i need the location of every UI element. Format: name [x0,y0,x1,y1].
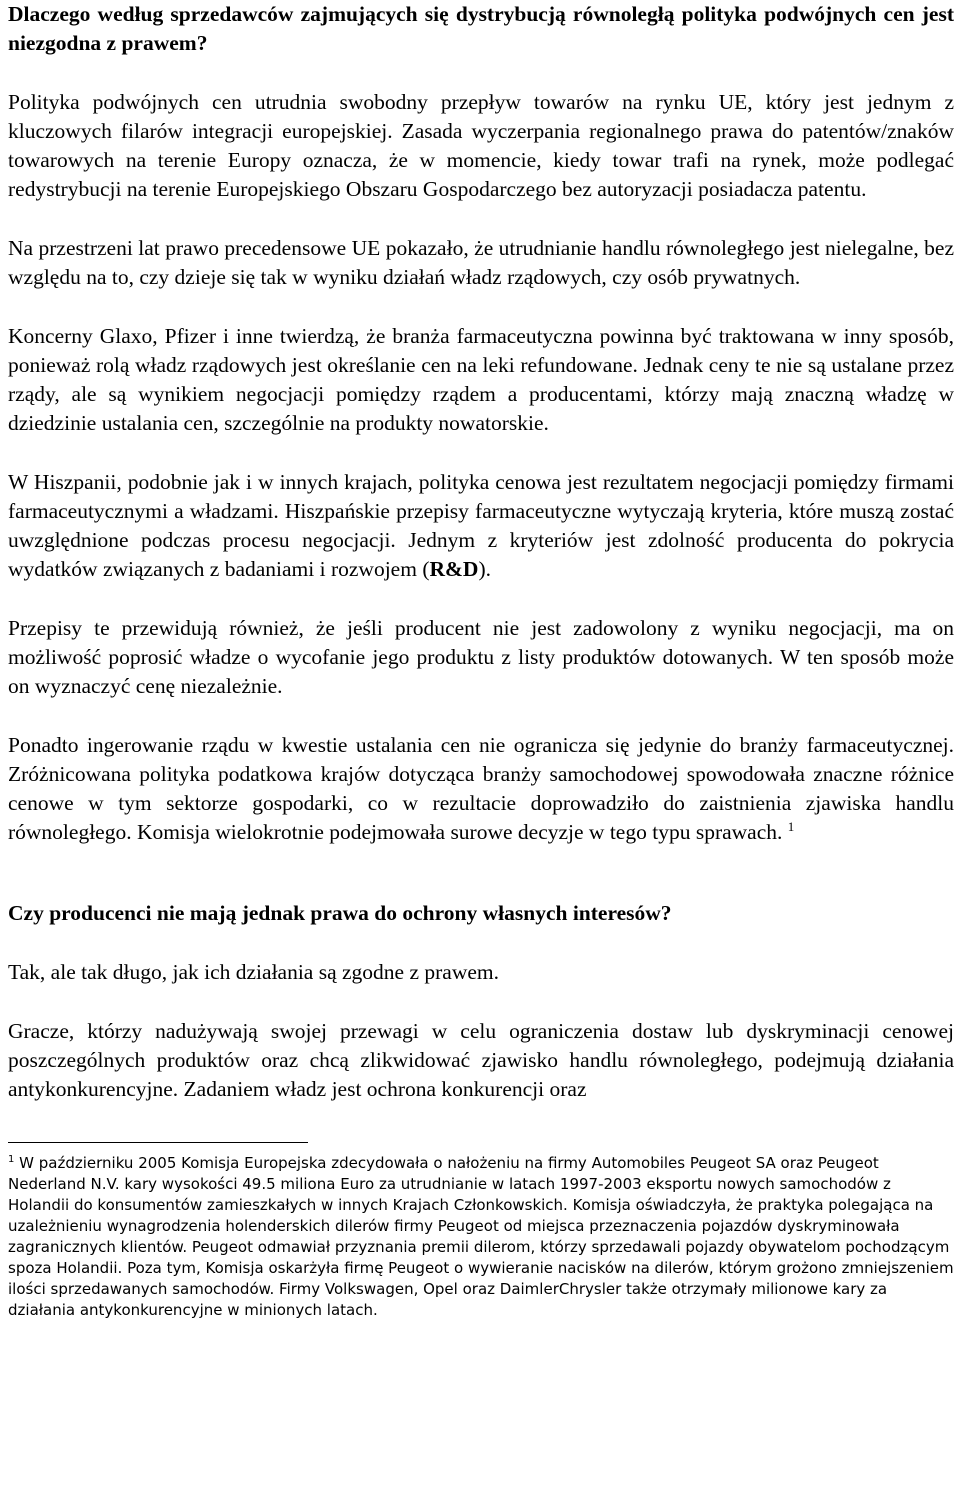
rd-abbreviation: R&D [429,557,479,581]
paragraph-pharma-companies: Koncerny Glaxo, Pfizer i inne twierdzą, że branża farmaceutyczna powinna być traktowana w inny sposób, ponieważ rolą władz rządowych jest określanie cen na leki refundowane. Jednak ceny te nie są ustalane przez rządy, ale są wynikiem negocjacji pomiędzy rządem a producentami, którzy mają znaczną władzę w dziedzinie ustalania cen, szczególnie na produkty nowatorskie. [8,324,954,435]
paragraph-spain-text: W Hiszpanii, podobnie jak i w innych krajach, polityka cenowa jest rezultatem negocjacji pomiędzy firmami farmaceutycznymi a władzami. Hiszpańskie przepisy farmaceutyczne wytyczają kryteria, które muszą zostać uwzględnione podczas procesu negocjacji. Jednym z kryteriów jest zdolność producenta do pokrycia wydatków związanych z badaniami i rozwojem ( [8,470,954,581]
footnote [8,1153,954,1321]
paragraph-spain-end: ). [478,557,491,581]
footnote-text: W październiku 2005 Komisja Europejska zdecydowała o nałożeniu na firmy Automobiles Peugeot SA oraz Peugeot Nederland N.V. kary wysokości 49.5 miliona Euro za utrudnianie w latach 1997-2003 eksportu nowych samochodów z Holandii do konsumentów zamieszkałych w innych Krajach Członkowskich. Komisja oświadczyła, że praktyka polegająca na uzależnieniu wynagrodzenia holenderskich dilerów firmy Peugeot od miejsca przeznaczenia pojazdów dyskryminowała zagranicznych klientów. Peugeot odmawiał przyznania premii dilerom, którzy sprzedawali pojazdy obywatelom pochodzącym spoza Holandii. Poza tym, Komisja oskarżyła firmę Peugeot o wywieranie nacisków na dilerów, którym grożono zmniejszeniem ilości sprzedawanych samochodów. Firmy Volkswagen, Opel oraz DaimlerChrysler także otrzymały milionowe kary za działania antykonkurencyjne w minionych latach. [8,1154,954,1319]
section-heading-dual-pricing: Dlaczego według sprzedawców zajmujących się dystrybucją równoległą polityka podwójnych cen jest niezgodna z prawem? [8,2,954,55]
section-heading-producer-rights: Czy producenci nie mają jednak prawa do ochrony własnych interesów? [8,901,672,925]
footnote-mark: 1 [8,1154,15,1165]
paragraph-answer: Tak, ale tak długo, jak ich działania są zgodne z prawem. [8,960,500,984]
paragraph-case-law: Na przestrzeni lat prawo precedensowe UE pokazało, że utrudnianie handlu równoległego jest nielegalne, bez względu na to, czy dzieje się tak w wyniku działań władz rządowych, czy osób prywatnych. [8,236,954,289]
paragraph-government-text: Ponadto ingerowanie rządu w kwestie ustalania cen nie ogranicza się jedynie do branży farmaceutycznej. Zróżnicowana polityka podatkowa krajów dotycząca branży samochodowej spowodowała znaczne różnice cenowe w tym sektorze gospodarki, co w rezultacie doprowadziło do zaistnienia zjawiska handlu równoległego. Komisja wielokrotnie podejmowała surowe decyzje w tego typu sprawach. [8,733,954,844]
paragraph-government-intervention [8,731,954,847]
paragraph-regulations: Przepisy te przewidują również, że jeśli producent nie jest zadowolony z wyniku negocjacji, ma on możliwość poprosić władze o wycofanie jego produktu z listy produktów dotowanych. W ten sposób może on wyznaczyć cenę niezależnie. [8,616,954,698]
paragraph-anticompetitive: Gracze, którzy nadużywają swojej przewagi w celu ograniczenia dostaw lub dyskryminacji cenowej poszczególnych produktów oraz chcą zlikwidować zjawisko handlu równoległego, podejmują działania antykonkurencyjne. Zadaniem władz jest ochrona konkurencji oraz [8,1019,954,1101]
paragraph-spain [8,468,954,584]
footnote-separator [8,1142,308,1143]
footnote-reference[interactable]: 1 [787,819,795,834]
paragraph-free-movement: Polityka podwójnych cen utrudnia swobodny przepływ towarów na rynku UE, który jest jednym z kluczowych filarów integracji europejskiej. Zasada wyczerpania regionalnego prawa do patentów/znaków towarowych na terenie Europy oznacza, że w momencie, kiedy towar trafi na rynek, może podlegać redystrybucji na terenie Europejskiego Obszaru Gospodarczego bez autoryzacji posiadacza patentu. [8,90,954,201]
